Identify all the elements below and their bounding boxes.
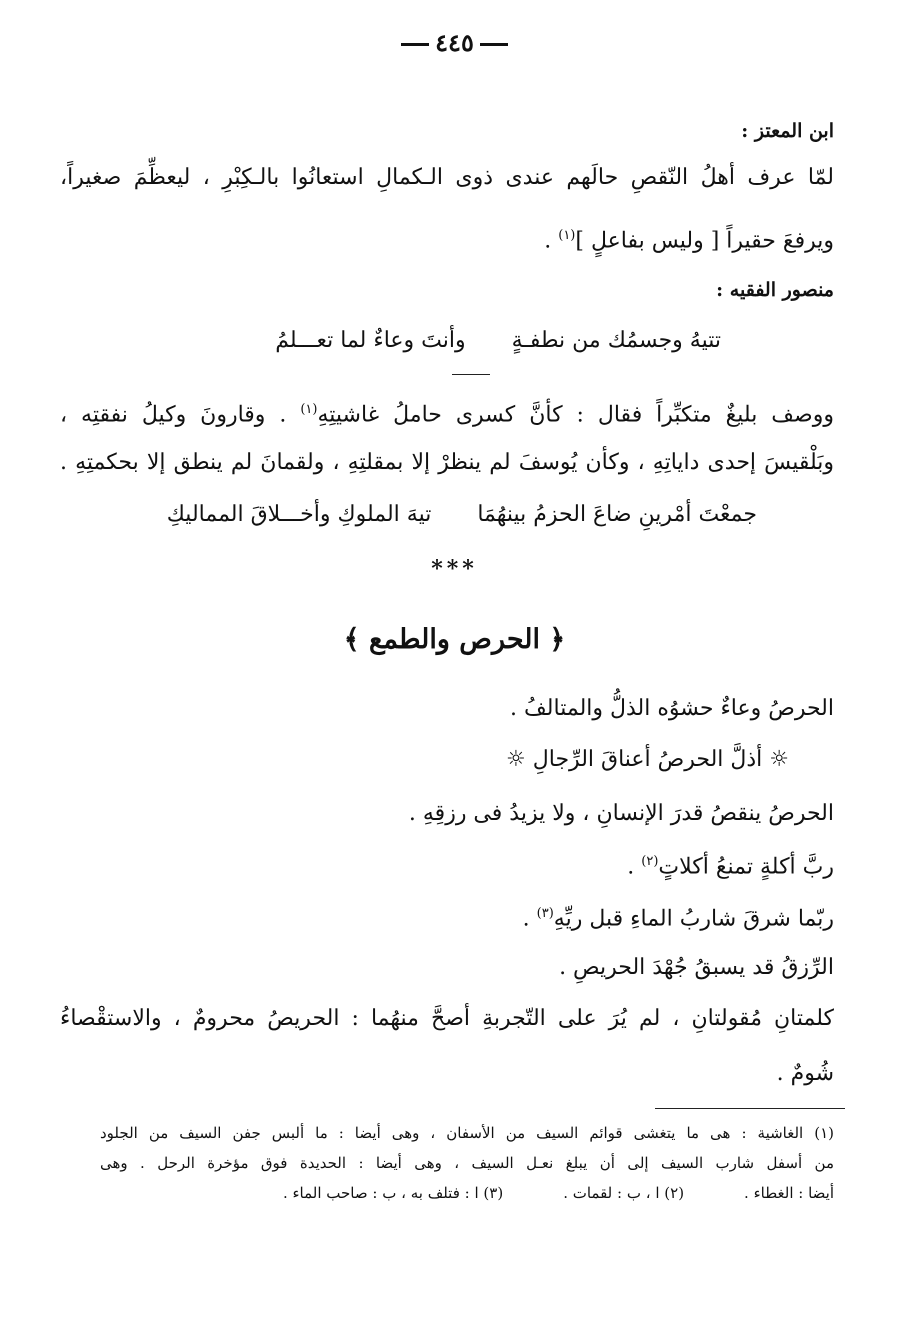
saying-4-text: ربَّ أكلةٍ تمنعُ أكلاتٍ bbox=[658, 854, 834, 880]
footnote-ref-3: (٣) bbox=[536, 906, 554, 921]
verse-2-first-hemistich: جمعْتَ أمْرينِ ضاعَ الحزمُ بينهُمَا bbox=[477, 502, 757, 527]
paragraph-1-line-2-text: ويرفعَ حقيراً [ وليس بفاعلٍ ] bbox=[575, 228, 834, 254]
saying-4-end: . bbox=[627, 854, 642, 880]
footnote-ref-1: (١) bbox=[558, 228, 576, 243]
footnote-ref-1b: (١) bbox=[300, 402, 318, 417]
saying-1: الحرصُ وعاءٌ حشوُه الذلُّ والمتالفُ . bbox=[510, 696, 834, 721]
footnote-1-line-1: (١) الغاشية : هى ما يتغشى قوائم السيف من الأسفان ، وهى أيضا : ما ألبس جفن السيف من الجلود bbox=[100, 1124, 834, 1142]
paragraph-2-line-1 bbox=[60, 395, 834, 430]
saying-4 bbox=[60, 847, 834, 882]
page-number-dash-left bbox=[401, 43, 429, 46]
saying-2: ☼ أذلَّ الحرصُ أعناقَ الرِّجالِ ☼ bbox=[506, 747, 789, 772]
footnote-2: (٢) ا ، ب : لقمات . bbox=[563, 1184, 685, 1202]
paragraph-2-line-1-b: . وقارونَ وكيلُ نفقتِه ، bbox=[60, 402, 301, 428]
paragraph-1-line-1: لمّا عرف أهلُ النّقصِ حالَهم عندى ذوى الـكمالِ استعانُوا بالـكِبْرِ ، ليعظِّمَ صغيراً، bbox=[60, 165, 834, 190]
speaker-mansour-alfaqih: منصور الفقيه : bbox=[716, 279, 834, 301]
saying-7-line-1: كلمتانِ مُقولتانِ ، لم يُرَ على التّجربةِ أصحَّ منهُما : الحريصُ محرومٌ ، والاستقْصاءُ bbox=[60, 1006, 834, 1031]
paragraph-1-line-2 bbox=[60, 221, 834, 256]
saying-6: الرِّزقُ قد يسبقُ جُهْدَ الحريصِ . bbox=[559, 955, 834, 980]
footnote-1-line-3: أيضا : الغطاء . bbox=[744, 1184, 834, 1202]
footnote-1-line-2: من أسفل شارب السيف إلى أن يبلغ نعـل السيف ، وهى أيضا : الحديدة فوق مؤخرة الرحل . وهى bbox=[100, 1154, 834, 1172]
footnote-separator bbox=[655, 1108, 845, 1109]
verse-2-second-hemistich: تيهَ الملوكِ وأخـــلاقَ المماليكِ bbox=[166, 502, 432, 527]
speaker-ibn-almutazz: ابن المعتز : bbox=[741, 120, 834, 142]
paragraph-2-line-2: وبَلْقيسَ إحدى داياتِهِ ، وكأن يُوسفَ لم ينظرْ إلا بمقلتِهِ ، ولقمانَ لم ينطق إلا بحكمتِهِ . bbox=[60, 450, 834, 475]
verse-1-first-hemistich: تتيهُ وجسمُك من نطفـةٍ bbox=[511, 328, 721, 353]
page-number bbox=[0, 28, 909, 57]
saying-5-text: ربّما شرقَ شاربُ الماءِ قبل ريِّهِ bbox=[553, 906, 834, 932]
paragraph-2-line-1-a: ووصف بليغٌ متكبِّراً فقال : كأنَّ كسرى حاملُ غاشيتِهِ bbox=[317, 402, 834, 428]
saying-3: الحرصُ ينقصُ قدرَ الإنسانِ ، ولا يزيدُ فى رزقِهِ . bbox=[408, 801, 834, 826]
page-number-dash-right bbox=[480, 43, 508, 46]
saying-5-end: . bbox=[522, 906, 537, 932]
footnote-line-3 bbox=[100, 1182, 834, 1204]
saying-7-line-2: شُومٌ . bbox=[776, 1061, 834, 1086]
section-title: ﴿ الحرص والطمع ﴾ bbox=[343, 624, 566, 655]
section-separator-stars: *** bbox=[431, 556, 478, 582]
verse-1-second-hemistich: وأنتَ وعاءٌ لما تعـــلمُ bbox=[275, 328, 466, 353]
paragraph-1-end: . bbox=[544, 228, 559, 254]
footnote-3: (٣) ا : فتلف به ، ب : صاحب الماء . bbox=[282, 1184, 504, 1202]
page-number-text: ٤٤٥ bbox=[435, 28, 474, 57]
separator-short-rule bbox=[452, 374, 490, 375]
verse-2 bbox=[167, 500, 757, 530]
verse-1 bbox=[275, 326, 721, 356]
saying-5 bbox=[60, 899, 834, 934]
footnote-ref-2: (٢) bbox=[641, 854, 659, 869]
